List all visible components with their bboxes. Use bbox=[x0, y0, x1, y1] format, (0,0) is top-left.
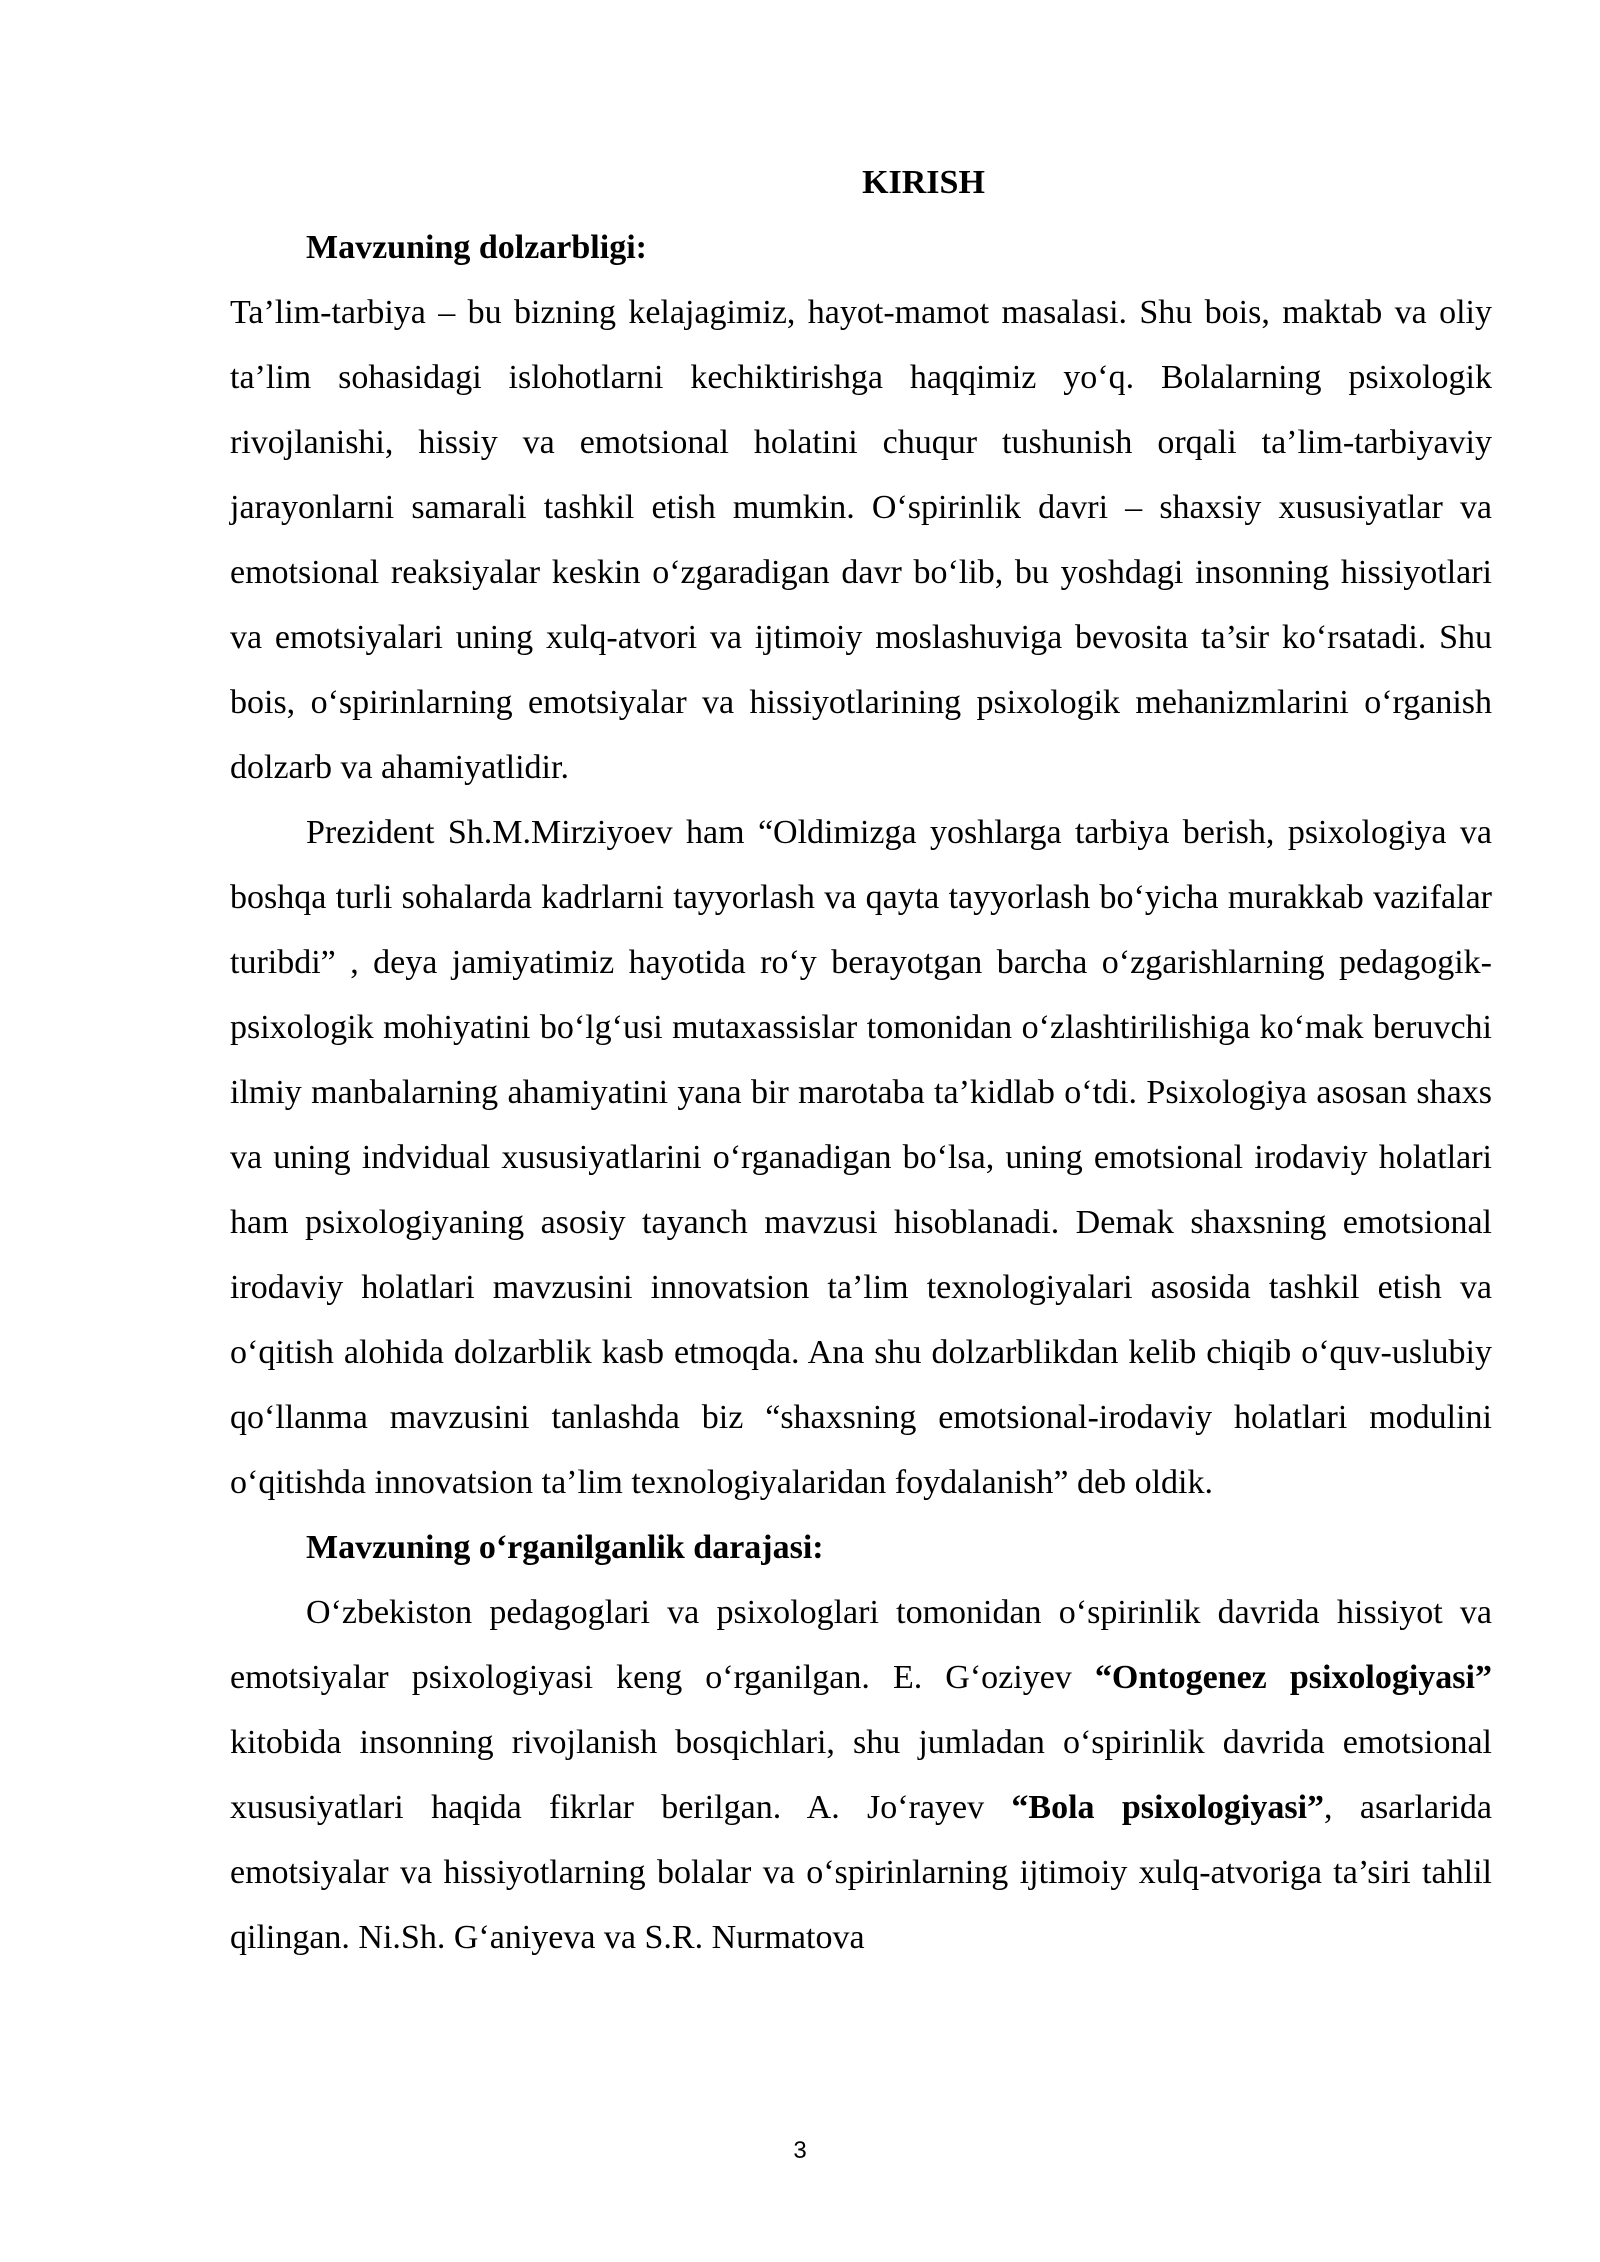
page-number: 3 bbox=[793, 2137, 807, 2164]
paragraph-3-text-1: O‘zbekiston pedagoglari va psixologlari tomonidan o‘spirinlik davrida hissiyot va emotsiyalar psixologiyasi keng o‘rganilgan. E. G‘oziyev bbox=[230, 1594, 1492, 1696]
page-title: KIRISH bbox=[862, 164, 985, 201]
paragraph-2: Prezident Sh.M.Mirziyoev ham “Oldimizga yoshlarga tarbiya berish, psixologiya va boshqa turli sohalarda kadrlarni tayyorlash va qayta tayyorlash bo‘yicha murakkab vazifalar turibdi” , deya jamiyatimiz hayotida ro‘y berayotgan barcha o‘zgarishlarning pedagogik-psixologik mohiyatini bo‘lg‘usi mutaxassislar tomonidan o‘zlashtirilishiga ko‘mak beruvchi ilmiy manbalarning ahamiyatini yana bir marotaba ta’kidlab o‘tdi. Psixologiya asosan shaxs va uning indvidual xususiyatlarini o‘rganadigan bo‘lsa, uning emotsional irodaviy holatlari ham psixologiyaning asosiy tayanch mavzusi hisoblanadi. Demak shaxsning emotsional irodaviy holatlari mavzusini innovatsion ta’lim texnologiyalari asosida tashkil etish va o‘qitish alohida dolzarblik kasb etmoqda. Ana shu dolzarblikdan kelib chiqib o‘quv-uslubiy qo‘llanma mavzusini tanlashda biz “shaxsning emotsional-irodaviy holatlari modulini o‘qitishda innovatsion ta’lim texnologiyalaridan foydalanish” deb oldik. bbox=[230, 814, 1492, 1501]
page-content bbox=[230, 150, 1492, 1970]
paragraph-3-text-3: , asarlarida emotsiyalar va hissiyotlarning bolalar va o‘spirinlarning ijtimoiy xulq-atvoriga ta’siri tahlil qilingan. Ni.Sh. G‘aniyeva va S.R. Nurmatova bbox=[230, 1789, 1492, 1956]
book-title-ontogenez: “Ontogenez psixologiyasi” bbox=[1094, 1659, 1492, 1696]
paragraph-1: Ta’lim-tarbiya – bu bizning kelajagimiz, hayot-mamot masalasi. Shu bois, maktab va oliy ta’lim sohasidagi islohotlarni kechiktirishga haqqimiz yo‘q. Bolalarning psixologik rivojlanishi, hissiy va emotsional holatini chuqur tushunish orqali ta’lim-tarbiyaviy jarayonlarni samarali tashkil etish mumkin. O‘spirinlik davri – shaxsiy xususiyatlar va emotsional reaksiyalar keskin o‘zgaradigan davr bo‘lib, bu yoshdagi insonning hissiyotlari va emotsiyalari uning xulq-atvori va ijtimoiy moslashuviga bevosita ta’sir ko‘rsatadi. Shu bois, o‘spirinlarning emotsiyalar va hissiyotlarining psixologik mehanizmlarini o‘rganish dolzarb va ahamiyatlidir. bbox=[230, 294, 1492, 786]
paragraph-3 bbox=[230, 1580, 1492, 1970]
section-heading-dolzarblik: Mavzuning dolzarbligi: bbox=[306, 229, 647, 266]
book-title-bola: “Bola psixologiyasi” bbox=[1011, 1789, 1325, 1826]
section-heading-organilganlik: Mavzuning o‘rganilganlik darajasi: bbox=[306, 1529, 824, 1566]
paragraph-3-text-2: kitobida insonning rivojlanish bosqichlari, shu jumladan o‘spirinlik davrida emotsional xususiyatlari haqida fikrlar berilgan. A. Jo‘rayev bbox=[230, 1724, 1492, 1826]
